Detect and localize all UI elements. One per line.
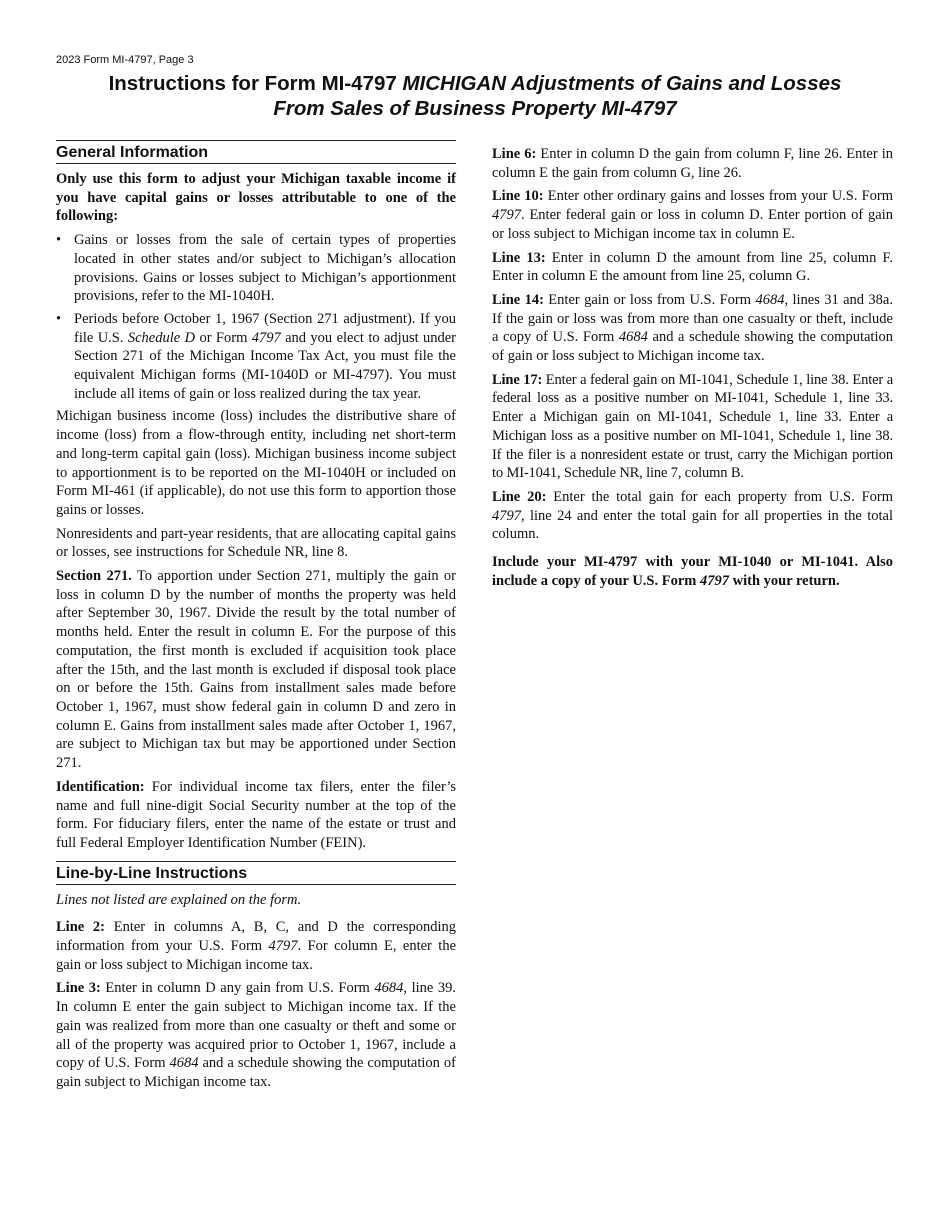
bullet2-text-b: or Form xyxy=(195,329,252,346)
line-2-text-b: . For column E, enter the gain or loss subject to Michigan income tax. xyxy=(56,938,456,973)
line-6-paragraph xyxy=(492,145,893,182)
section-271-text: To apportion under Section 271, multiply the gain or loss in column D by the number of months the property was held after September 30, 1967. Divide the result by the total number of months held. Enter the result in column E. For the purpose of this computation, the first month is excluded if acquisition took place after the 15th, and the last month is excluded if disposal took place on or before the 15th. Gains from installment sales made before October 1, 1967, must show federal gain in column D and zero in column E. Gains from installment sales made after October 1, 1967, are subject to Michigan tax but may be apportioned under Section 271. xyxy=(56,568,457,772)
line-13-text: Enter in column D the amount from line 25, column F. Enter in column E the amount from line 25, column G. xyxy=(492,249,893,285)
identification-text: For individual income tax filers, enter the filer’s name and full nine-digit Social Security number at the top of the form. For fiduciary filers, enter the name of the estate or trust and full Federal Employer Identification Number (FEIN). xyxy=(56,778,456,851)
title-italic-line2: From Sales of Business Property MI-4797 xyxy=(273,97,677,120)
section-271-label: Section 271. xyxy=(56,568,132,585)
form-4797-ref: 4797 xyxy=(251,329,281,346)
line-2-paragraph xyxy=(56,918,456,974)
line-20-text-a: Enter the total gain for each property from U.S. Form xyxy=(546,488,893,505)
closing-text-b: with your return. xyxy=(728,572,840,589)
line-14-text-b: , lines 31 and 38a. If the gain or loss was from more than one casualty or theft, include a copy of U.S. Form xyxy=(492,291,893,346)
title-prefix: Instructions for Form MI-4797 xyxy=(108,72,403,95)
list-item xyxy=(56,231,456,306)
line-17-paragraph xyxy=(492,371,893,483)
line-3-label: Line 3: xyxy=(56,980,101,997)
line-by-line-heading: Line-by-Line Instructions xyxy=(56,861,456,885)
form-4684-ref: 4684 xyxy=(374,980,404,997)
line-14-text-c: and a schedule showing the computation of gain or loss subject to Michigan income tax. xyxy=(492,329,893,365)
page-label: 2023 Form MI-4797, Page 3 xyxy=(56,54,194,66)
form-4684-ref: 4684 xyxy=(618,329,648,346)
nonresidents-paragraph: Nonresidents and part-year residents, that are allocating capital gains or losses, see instructions for Schedule NR, line 8. xyxy=(56,525,456,561)
title-italic-line1: MICHIGAN Adjustments of Gains and Losses xyxy=(402,72,842,95)
intro-paragraph: Only use this form to adjust your Michigan taxable income if you have capital gains or losses attributable to one of the following: xyxy=(56,171,456,225)
line-3-text-a: Enter in column D any gain from U.S. Form xyxy=(100,980,375,997)
identification-paragraph xyxy=(56,778,456,853)
line-20-paragraph xyxy=(492,488,893,544)
right-column xyxy=(492,145,893,595)
lines-note: Lines not listed are explained on the form. xyxy=(56,891,302,908)
form-4684-ref: 4684 xyxy=(169,1055,199,1072)
line-14-paragraph xyxy=(492,291,893,366)
line-3-text-b: , line 39. In column E enter the gain subject to Michigan income tax. If the gain was realized from more than one casualty or theft and some or all of the property was acquired prior to October 1, 1967, include a copy of U.S. Form xyxy=(56,980,457,1072)
line-6-text: Enter in column D the gain from column F, line 26. Enter in column E the gain from column G, line 26. xyxy=(492,146,893,181)
conditions-list xyxy=(56,231,456,403)
form-4797-ref: 4797 xyxy=(268,938,298,955)
line-2-label: Line 2: xyxy=(56,919,106,936)
line-13-label: Line 13: xyxy=(492,249,546,266)
identification-label: Identification: xyxy=(56,778,145,795)
form-4684-ref: 4684 xyxy=(755,291,785,308)
line-10-label: Line 10: xyxy=(492,188,544,205)
general-information-heading: General Information xyxy=(56,140,456,164)
line-17-label: Line 17: xyxy=(492,371,543,388)
line-6-label: Line 6: xyxy=(492,146,537,162)
schedule-d-ref: Schedule D xyxy=(127,329,196,346)
closing-paragraph xyxy=(492,553,893,590)
form-4797-ref: 4797 xyxy=(699,572,729,589)
bullet2-text-a: Periods before October 1, 1967 (Section 271 adjustment). If you file U.S. xyxy=(74,310,456,346)
line-10-paragraph xyxy=(492,187,893,243)
bullet-icon: • xyxy=(56,310,62,327)
line-14-text-a: Enter gain or loss from U.S. Form xyxy=(543,291,756,308)
line-13-paragraph xyxy=(492,249,893,286)
bullet-icon: • xyxy=(56,232,62,249)
line-10-text-a: Enter other ordinary gains and losses from your U.S. Form xyxy=(543,188,893,205)
line-2-text-a: Enter in columns A, B, C, and D the corresponding information from your U.S. Form xyxy=(56,919,457,955)
closing-text-a: Include your MI-4797 with your MI-1040 or MI-1041. Also include a copy of your U.S. Form xyxy=(492,554,893,589)
left-column xyxy=(56,140,456,1097)
form-4797-ref: 4797 xyxy=(492,507,521,524)
line-17-text: Enter a federal gain on MI-1041, Schedule 1, line 38. Enter a federal loss as a positive number on MI-1041, Schedule 1, line 33. Enter a Michigan gain on MI-1041, Schedule 1, line 33. Enter a Michigan loss as a positive number on MI-1041, Schedule 1, line 38. If the filer is a nonresident estate or trust, carry the Michigan portion to MI-1041, Schedule NR, line 7, column B. xyxy=(492,371,893,482)
list-item xyxy=(56,310,456,404)
line-3-paragraph xyxy=(56,979,456,1091)
bullet2-text-c: and you elect to adjust under Section 271 of the Michigan Income Tax Act, you must file the equivalent Michigan forms (MI-1040D or MI-4797). You must include all items of gain or loss realized during the tax year. xyxy=(74,329,457,402)
line-20-label: Line 20: xyxy=(492,488,547,505)
page-title xyxy=(40,71,910,121)
section-271-paragraph xyxy=(56,567,456,773)
line-20-text-b: , line 24 and enter the total gain for all properties in the total column. xyxy=(492,507,893,543)
line-14-label: Line 14: xyxy=(492,291,544,308)
bullet1-text: Gains or losses from the sale of certain types of properties located in other states and/or subject to Michigan’s allocation provisions. Gains or losses subject to Michigan’s apportionment provisions, refer to the MI-1040H. xyxy=(74,232,456,305)
line-10-text-b: . Enter federal gain or loss in column D. Enter portion of gain or loss subject to Michigan income tax in column E. xyxy=(492,207,893,242)
business-income-paragraph: Michigan business income (loss) includes the distributive share of income (loss) from a flow-through entity, including net short-term and long-term capital gain (loss). Michigan business income subject to apportionment is to be reported on the MI-1040H or included on Form MI-461 (if applicable), do not use this form to apportion those gains or losses. xyxy=(56,408,456,518)
line-3-text-c: and a schedule showing the computation of gain subject to Michigan income tax. xyxy=(56,1055,456,1090)
form-4797-ref: 4797 xyxy=(492,207,521,224)
